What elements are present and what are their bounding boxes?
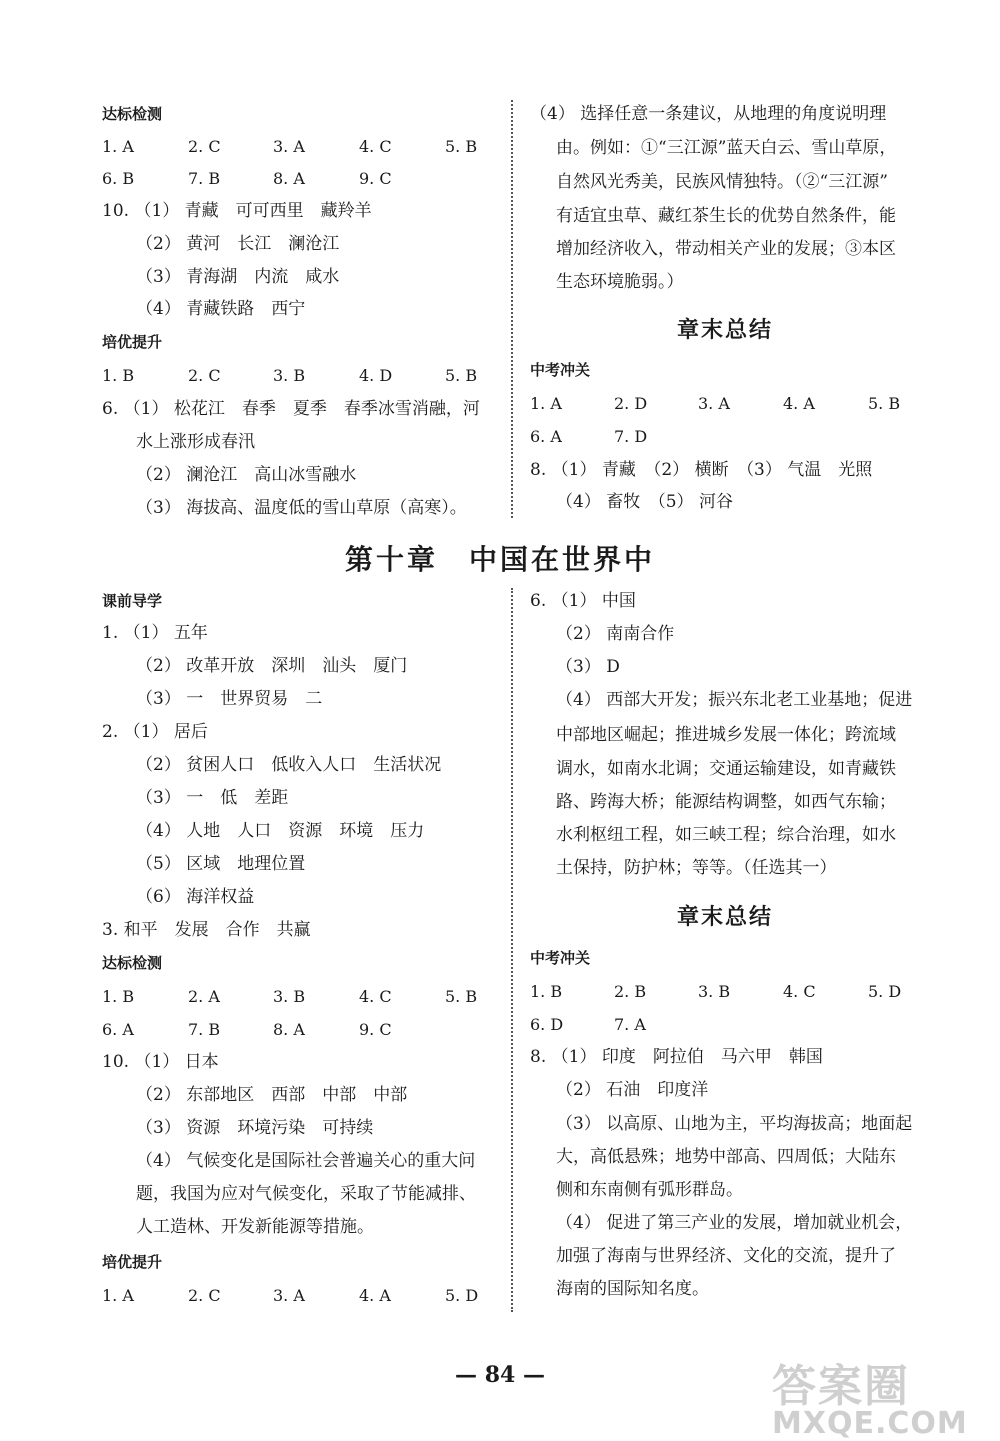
- answer-item: 9. C: [359, 1020, 392, 1039]
- answer-line: 8. （1） 青藏 （2） 横断 （3） 气温 光照: [530, 460, 873, 480]
- answer-item: 2. C: [188, 137, 221, 156]
- watermark-top: 答案圈: [772, 1361, 910, 1412]
- answer-line: （3） 一 低 差距: [136, 788, 289, 808]
- answer-line: （2） 改革开放 深圳 汕头 厦门: [136, 656, 408, 676]
- answer-line: 中部地区崛起；推进城乡发展一体化；跨流域: [556, 725, 896, 745]
- answer-item: 2. C: [188, 366, 221, 385]
- answer-line: 调水，如南水北调；交通运输建设，如青藏铁: [556, 759, 896, 779]
- answer-line: （3） 海拔高、温度低的雪山草原（高寒）。: [136, 498, 467, 518]
- answer-line: （4） 西部大开发；振兴东北老工业基地；促进: [556, 690, 913, 710]
- answer-item: 9. C: [359, 169, 392, 188]
- answer-line: 增加经济收入，带动相关产业的发展；③本区: [556, 239, 896, 259]
- answer-line: （2） 澜沧江 高山冰雪融水: [136, 465, 357, 485]
- answer-line: （3） 资源 环境污染 可持续: [136, 1118, 374, 1138]
- answer-item: 3. A: [698, 394, 730, 413]
- answer-line: （3） 一 世界贸易 二: [136, 689, 323, 709]
- answer-item: 3. B: [273, 366, 306, 385]
- answer-item: 2. B: [614, 982, 647, 1001]
- answer-item: 1. B: [102, 987, 135, 1006]
- chapter-title: 第十章 中国在世界中: [344, 543, 655, 576]
- answer-item: 2. A: [188, 987, 220, 1006]
- answer-item: 5. B: [868, 394, 901, 413]
- answer-item: 7. A: [614, 1015, 646, 1034]
- watermark-logo: [772, 1350, 982, 1440]
- answer-item: 3. B: [273, 987, 306, 1006]
- answer-item: 7. B: [188, 169, 221, 188]
- answer-item: 6. B: [102, 169, 135, 188]
- answer-line: 水上涨形成春汛: [136, 432, 255, 452]
- answer-item: 1. A: [530, 394, 562, 413]
- section-heading-zhongkao: 中考冲关: [530, 361, 591, 379]
- answer-line: （5） 区域 地理位置: [136, 854, 306, 874]
- answer-item: 4. C: [359, 137, 392, 156]
- answer-line: （2） 贫困人口 低收入人口 生活状况: [136, 755, 442, 775]
- answer-item: 5. B: [445, 137, 478, 156]
- answer-item: 5. D: [868, 982, 902, 1001]
- watermark-bottom: MXQE.COM: [772, 1406, 968, 1441]
- answer-line: （3） 以高原、山地为主，平均海拔高；地面起: [556, 1114, 913, 1134]
- answer-line: （4） 畜牧 （5） 河谷: [556, 492, 733, 512]
- answer-line: 人工造林、开发新能源等措施。: [136, 1217, 374, 1237]
- answer-line: （4） 青藏铁路 西宁: [136, 299, 306, 319]
- answer-item: 3. A: [273, 137, 305, 156]
- column-divider: [511, 588, 513, 1312]
- answer-line: （2） 东部地区 西部 中部 中部: [136, 1085, 408, 1105]
- answer-item: 4. D: [359, 366, 393, 385]
- answer-item: 1. B: [530, 982, 563, 1001]
- answer-line: 10. （1） 青藏 可可西里 藏羚羊: [102, 201, 372, 221]
- answer-line: 加强了海南与世界经济、文化的交流，提升了: [556, 1246, 896, 1266]
- section-title-summary: 章末总结: [677, 317, 774, 343]
- answer-item: 5. B: [445, 366, 478, 385]
- section-heading-peiyou: 培优提升: [102, 333, 163, 351]
- answer-line: （2） 黄河 长江 澜沧江: [136, 234, 340, 254]
- section-heading-dabiao: 达标检测: [102, 105, 163, 123]
- answer-line: 8. （1） 印度 阿拉伯 马六甲 韩国: [530, 1047, 823, 1067]
- section-heading-dabiao: 达标检测: [102, 954, 163, 972]
- answer-line: （4） 选择任意一条建议，从地理的角度说明理: [530, 104, 887, 124]
- answer-line: （4） 人地 人口 资源 环境 压力: [136, 821, 425, 841]
- answer-item: 2. C: [188, 1286, 221, 1305]
- answer-line: 题，我国为应对气候变化，采取了节能减排、: [136, 1184, 476, 1204]
- column-divider: [511, 100, 513, 518]
- answer-line: （3） D: [556, 657, 620, 677]
- answer-item: 4. C: [783, 982, 816, 1001]
- section-heading-zhongkao: 中考冲关: [530, 949, 591, 967]
- answer-line: 1. （1） 五年: [102, 623, 208, 643]
- answer-line: （4） 气候变化是国际社会普遍关心的重大问: [136, 1151, 476, 1171]
- answer-item: 8. A: [273, 1020, 305, 1039]
- answer-item: 4. A: [359, 1286, 391, 1305]
- answer-item: 1. B: [102, 366, 135, 385]
- answer-line: （2） 南南合作: [556, 624, 675, 644]
- answer-item: 5. D: [445, 1286, 479, 1305]
- answer-item: 7. D: [614, 427, 648, 446]
- answer-item: 1. A: [102, 1286, 134, 1305]
- page-number: — 84 —: [455, 1362, 545, 1388]
- answer-item: 4. A: [783, 394, 815, 413]
- answer-item: 4. C: [359, 987, 392, 1006]
- answer-line: （2） 石油 印度洋: [556, 1080, 709, 1100]
- section-heading-peiyou: 培优提升: [102, 1253, 163, 1271]
- answer-line: 6. （1） 中国: [530, 591, 636, 611]
- answer-line: 路、跨海大桥；能源结构调整，如西气东输；: [556, 792, 896, 812]
- answer-item: 8. A: [273, 169, 305, 188]
- answer-line: （3） 青海湖 内流 咸水: [136, 267, 340, 287]
- section-heading-keqian: 课前导学: [102, 592, 163, 610]
- answer-item: 6. D: [530, 1015, 564, 1034]
- answer-line: 自然风光秀美，民族风情独特。（②“三江源”: [556, 172, 888, 192]
- answer-item: 3. B: [698, 982, 731, 1001]
- answer-item: 7. B: [188, 1020, 221, 1039]
- answer-line: 10. （1） 日本: [102, 1052, 219, 1072]
- answer-line: 有适宜虫草、藏红茶生长的优势自然条件，能: [556, 206, 896, 226]
- answer-line: 3. 和平 发展 合作 共赢: [102, 920, 311, 940]
- answer-line: 生态环境脆弱。）: [556, 272, 684, 292]
- answer-line: 侧和东南侧有弧形群岛。: [556, 1180, 743, 1200]
- answer-line: 2. （1） 居后: [102, 722, 208, 742]
- answer-line: 6. （1） 松花江 春季 夏季 春季冰雪消融，河: [102, 399, 480, 419]
- answer-item: 3. A: [273, 1286, 305, 1305]
- answer-item: 1. A: [102, 137, 134, 156]
- answer-line: 大，高低悬殊；地势中部高、四周低；大陆东: [556, 1147, 896, 1167]
- answer-line: 土保持，防护林；等等。（任选其一）: [556, 858, 837, 878]
- answer-line: （6） 海洋权益: [136, 887, 255, 907]
- answer-item: 2. D: [614, 394, 648, 413]
- answer-item: 6. A: [530, 427, 562, 446]
- section-title-summary: 章末总结: [677, 904, 774, 930]
- answer-line: 由。例如：①“三江源”蓝天白云、雪山草原，: [556, 138, 897, 158]
- answer-line: （4） 促进了第三产业的发展，增加就业机会，: [556, 1213, 913, 1233]
- answer-item: 5. B: [445, 987, 478, 1006]
- answer-line: 水利枢纽工程，如三峡工程；综合治理，如水: [556, 825, 896, 845]
- answer-item: 6. A: [102, 1020, 134, 1039]
- answer-line: 海南的国际知名度。: [556, 1279, 709, 1299]
